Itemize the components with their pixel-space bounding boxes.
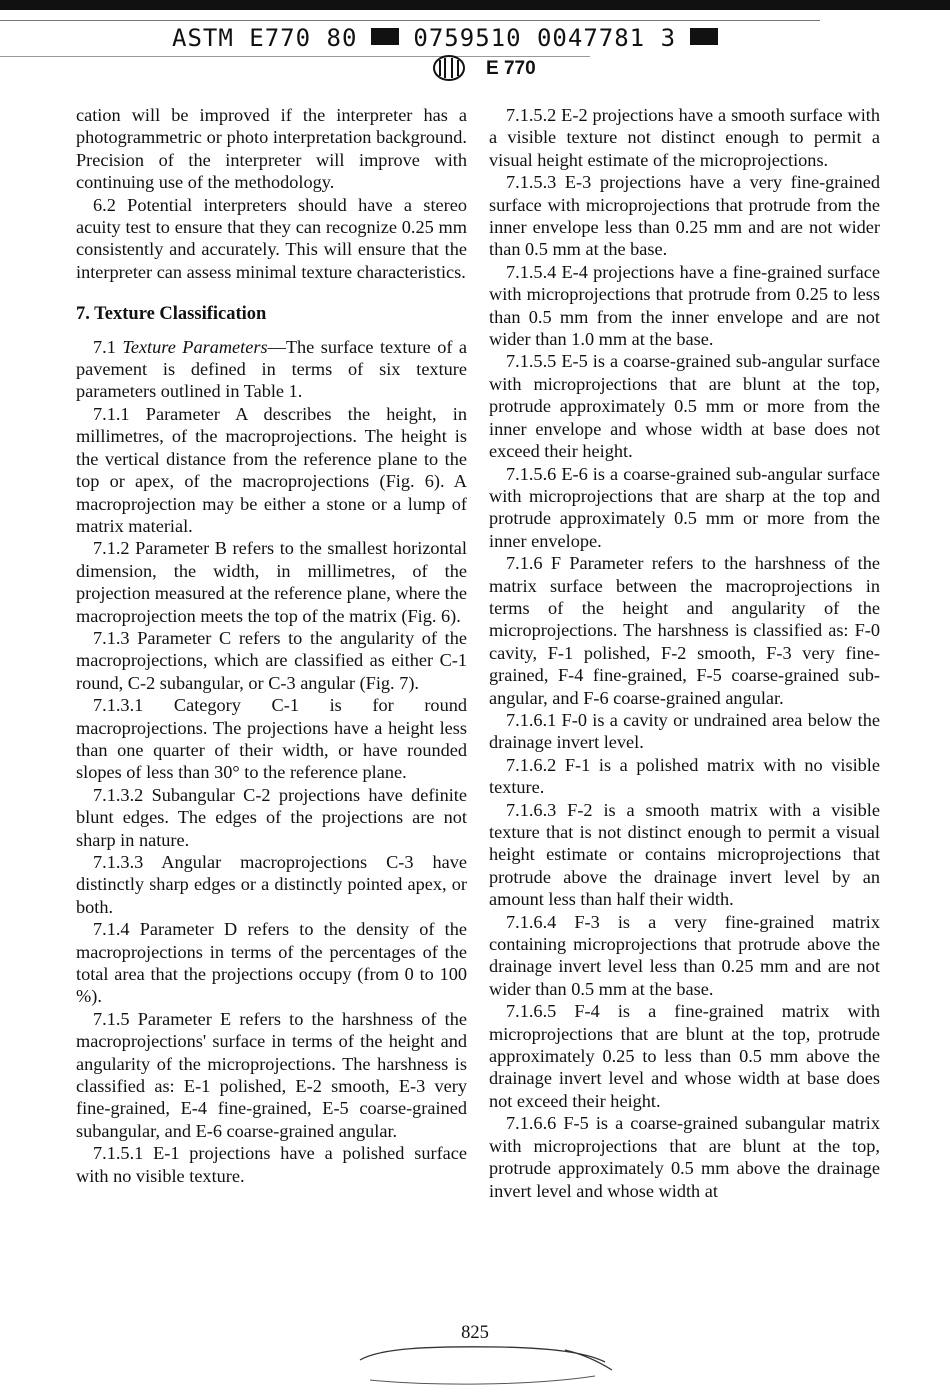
paragraph-text: —The surface texture of a pavement is defined in terms of six texture parameters outlined in Table 1. bbox=[76, 336, 468, 402]
paragraph: 7.1.5.1 E-1 projections have a polished surface with no visible texture. bbox=[76, 1143, 467, 1186]
paragraph: 7.1.5.5 E-5 is a coarse-grained sub-angular surface with microprojections that are blunt at the top, protrude approximately 0.5 mm or more from the inner envelope and whose width at base does not exceed their height. bbox=[489, 351, 880, 462]
paragraph: 7.1.5.4 E-4 projections have a fine-grained surface with microprojections that protrude from 0.25 to less than 0.5 mm from the inner envelope and are not wider than 1.0 mm at the base. bbox=[489, 261, 880, 350]
header-rule bbox=[0, 20, 820, 21]
paragraph-title: Texture Parameters bbox=[122, 336, 268, 357]
paragraph-number: 7.1 bbox=[93, 336, 123, 357]
paragraph bbox=[76, 336, 467, 403]
header-rule-lower bbox=[0, 56, 590, 57]
paragraph: 7.1.2 Parameter B refers to the smallest horizontal dimension, the width, in millimetres, of the projection measured at the reference plane, where the macroprojection meets the top of the matrix (Fig. 6). bbox=[76, 538, 467, 626]
black-square-mark bbox=[371, 28, 399, 45]
paragraph: 7.1.3.1 Category C-1 is for round macroprojections. The projections have a height less than one quarter of their width, or have rounded slopes of less than 30° to the reference plane. bbox=[76, 695, 467, 783]
astm-logo-icon bbox=[432, 55, 466, 81]
right-column bbox=[489, 104, 880, 1202]
paragraph: 7.1.3.2 Subangular C-2 projections have definite blunt edges. The edges of the projections are not sharp in nature. bbox=[76, 784, 467, 850]
document-code bbox=[172, 24, 732, 52]
paragraph: 7.1.6.4 F-3 is a very fine-grained matrix containing microprojections that protrude above the drainage invert level less than 0.25 mm and are not wider than 0.5 mm at the base. bbox=[489, 911, 880, 999]
page-number: 825 bbox=[461, 1323, 489, 1343]
paragraph: 6.2 Potential interpreters should have a stereo acuity test to ensure that they can recognize 0.25 mm consistently and accurately. This will ensure that the interpreter can assess minimal texture characteristics. bbox=[76, 194, 467, 282]
section-heading: 7. Texture Classification bbox=[76, 304, 267, 325]
top-border-bar bbox=[0, 0, 950, 10]
black-square-mark bbox=[690, 28, 718, 45]
paragraph: 7.1.5.6 E-6 is a coarse-grained sub-angular surface with microprojections that are sharp at the top and protrude approximately 0.5 mm or more from the inner envelope. bbox=[489, 463, 880, 551]
paragraph: 7.1.6.5 F-4 is a fine-grained matrix with microprojections that are blunt at the top, protrude approximately 0.25 to less than 0.5 mm above the drainage invert level and whose width at base does not exceed their height. bbox=[489, 1001, 880, 1111]
paragraph: 7.1.6.3 F-2 is a smooth matrix with a visible texture that is not distinct enough to permit a visual height estimate or contains microprojections that protrude above the drainage invert level by an amount less than half their width. bbox=[489, 799, 880, 910]
paragraph: 7.1.5.2 E-2 projections have a smooth surface with a visible texture not distinct enough to permit a visual height estimate of the microprojections. bbox=[489, 105, 880, 170]
document-code-left: ASTM E770 80 bbox=[172, 24, 358, 52]
paragraph: 7.1.4 Parameter D refers to the density of the macroprojections in terms of the percentages of the total area that the projections occupy (from 0 to 100 %). bbox=[76, 919, 467, 1007]
paragraph: 7.1.5 Parameter E refers to the harshness of the macroprojections' surface in terms of the height and angularity of the microprojections. The harshness is classified as: E-1 polished, E-2 smooth, E-3 very fine-grained, E-4 fine-grained, E-5 coarse-grained subangular, and E-6 coarse-grained angular. bbox=[76, 1008, 467, 1141]
paragraph: 7.1.6.6 F-5 is a coarse-grained subangular matrix with microprojections that are blunt at the top, protrude approximately 0.5 mm above the drainage invert level and whose width at bbox=[489, 1113, 880, 1201]
paragraph: 7.1.6.2 F-1 is a polished matrix with no visible texture. bbox=[489, 754, 880, 798]
paragraph: 7.1.6.1 F-0 is a cavity or undrained area below the drainage invert level. bbox=[489, 709, 880, 753]
paragraph: 7.1.6 F Parameter refers to the harshness of the matrix surface between the macroprojections in terms of the height and angularity of the microprojections. The harshness is classified as: F-0 cavity, F-1 polished, F-2 smooth, F-3 very fine-grained, F-4 fine-grained, F-5 coarse-grained sub-angular, and F-6 coarse-grained angular. bbox=[489, 553, 880, 708]
page-curl-mark bbox=[350, 1340, 620, 1390]
left-column bbox=[76, 104, 467, 1187]
paragraph: 7.1.3 Parameter C refers to the angularity of the macroprojections, which are classified as either C-1 round, C-2 subangular, or C-3 angular (Fig. 7). bbox=[76, 627, 467, 693]
document-code-right: 0759510 0047781 3 bbox=[413, 24, 677, 52]
paragraph: 7.1.3.3 Angular macroprojections C-3 have distinctly sharp edges or a distinctly pointed apex, or both. bbox=[76, 852, 467, 917]
paragraph: cation will be improved if the interpreter has a photogrammetric or photo interpretation background. Precision of the interpreter will improve with continuing use of the methodology. bbox=[76, 105, 467, 193]
paragraph: 7.1.5.3 E-3 projections have a very fine-grained surface with microprojections that protrude from the inner envelope less than 0.25 mm and are not wider than 0.5 mm at the base. bbox=[489, 172, 880, 260]
standard-designation: E 770 bbox=[486, 58, 536, 79]
paragraph: 7.1.1 Parameter A describes the height, in millimetres, of the macroprojections. The height is the vertical distance from the reference plane to the top or apex, of the macroprojections (Fig. 6). A macroprojection may be either a stone or a lump of matrix material. bbox=[76, 403, 467, 536]
